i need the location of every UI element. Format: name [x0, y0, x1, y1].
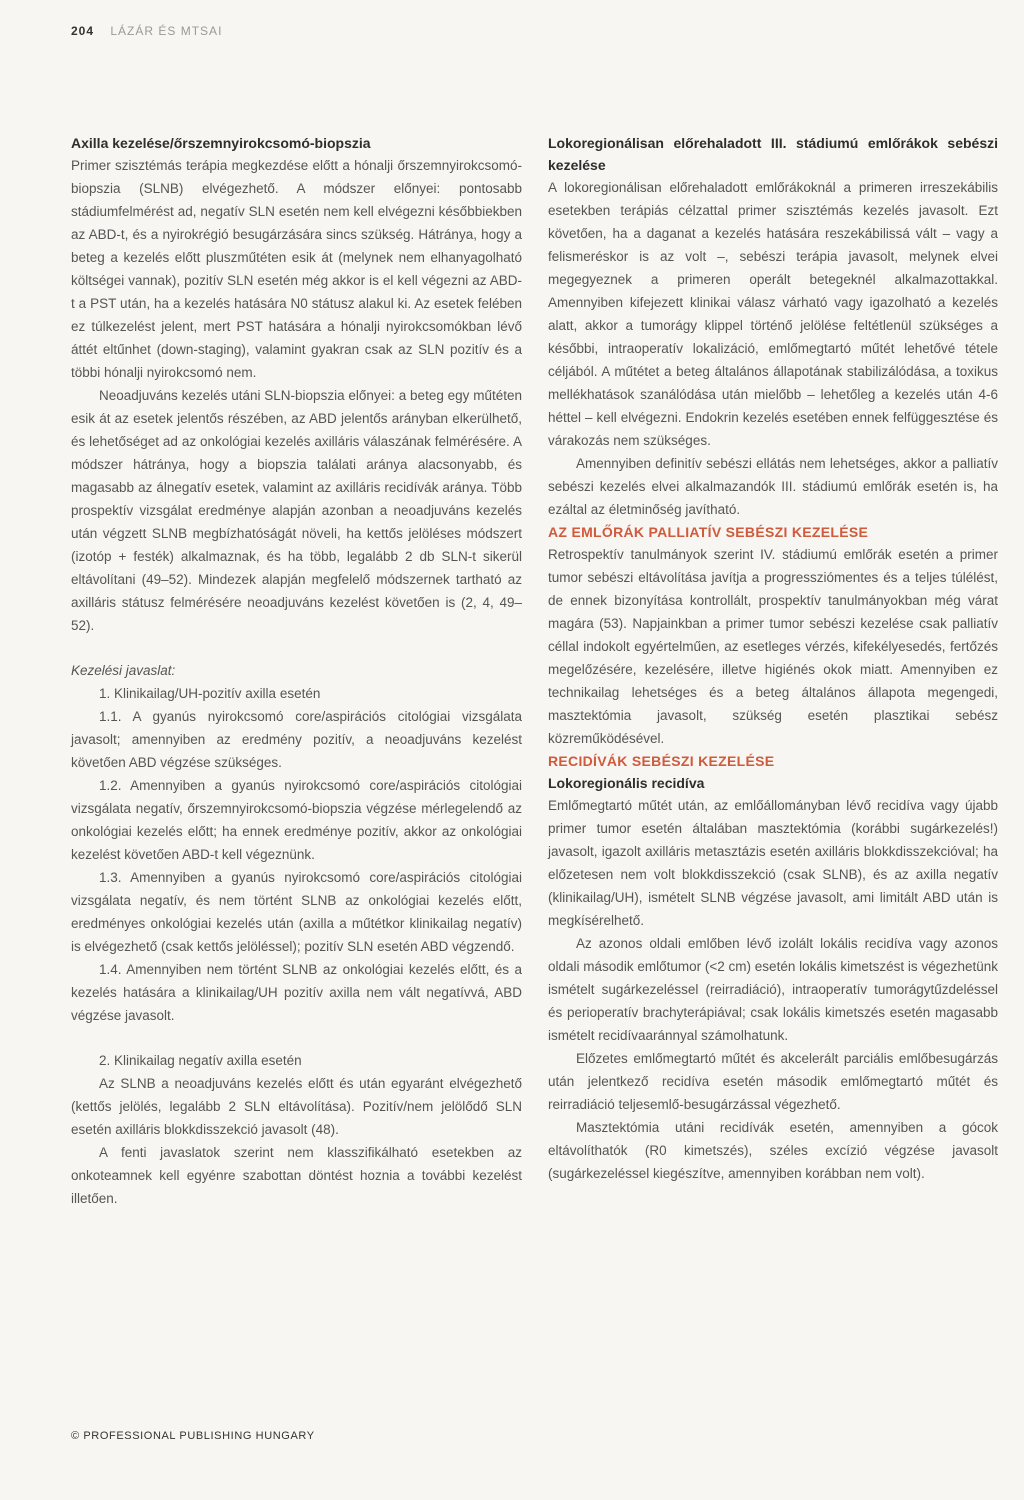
section-heading-recurrence: RECIDÍVÁK SEBÉSZI KEZELÉSE — [548, 753, 775, 769]
paragraph: Az SLNB a neoadjuváns kezelés előtt és után egyaránt elvégezhető (kettős jelölés, legalább 2 SLN eltávolítása). Pozitív/nem jelölődő SLN esetén axilláris blokkdisszekció javasolt (48). — [71, 1076, 522, 1137]
left-column — [71, 132, 522, 1210]
page-number: 204 — [71, 24, 95, 38]
section-title-advanced: Lokoregionálisan előrehaladott III. stádiumú emlőrákok sebészi kezelése — [548, 135, 998, 173]
footer-copyright: © PROFESSIONAL PUBLISHING HUNGARY — [71, 1430, 315, 1442]
running-head-authors: LÁZÁR ÉS MTSAI — [110, 24, 223, 38]
list-item: 1. Klinikailag/UH-pozitív axilla esetén — [99, 686, 321, 701]
paragraph: A fenti javaslatok szerint nem klasszifikálható esetekben az onkoteamnek kell egyénre szabottan döntést hoznia a további kezelést illetően. — [71, 1145, 522, 1206]
list-item: 1.1. A gyanús nyirokcsomó core/aspirációs citológiai vizsgálata javasolt; amennyiben az eredmény pozitív, a neoadjuváns kezelést követően ABD végzése szükséges. — [71, 709, 522, 770]
paragraph: Retrospektív tanulmányok szerint IV. stádiumú emlőrák esetén a primer tumor sebészi eltávolítása javítja a progressziómentes és a teljes túlélést, de ennek bizonyítása kontrollált, prospektív tanulmányokban még várat magára (53). Napjainkban a primer tumor sebészi kezelése csak palliatív céllal indokolt egyértelműen, az esetleges vérzés, kifekélyesedés, fertőzés megelőzésére, kezelésére, illetve higiénés okok miatt. Amennyiben ez technikailag lehetséges és a beteg általános állapota megengedi, masztektómia javasolt, szükség esetén plasztikai sebész közreműködésével. — [548, 547, 998, 746]
list-item: 1.3. Amennyiben a gyanús nyirokcsomó core/aspirációs citológiai vizsgálata negatív, és nem történt SLNB az onkológiai kezelés előtt, eredményes onkológiai kezelés után (axilla a műtétkor klinikailag negatív) is elvégezhető (csak kettős jelöléssel); pozitív SLN esetén ABD végzendő. — [71, 870, 522, 954]
page-header — [71, 24, 222, 38]
recommendation-label: Kezelési javaslat: — [71, 663, 176, 678]
paragraph: Neoadjuváns kezelés utáni SLN-biopszia előnyei: a beteg egy műtéten esik át az esetek jelentős részében, az ABD jelentős arányban elkerülhető, és lehetőséget ad az onkológiai kezelés axilláris válaszának felmérésére. A módszer hátránya, hogy a biopszia találati aránya alacsonyabb, és magasabb az álnegatív esetek, valamint az axilláris recidívák aránya. Több prospektív vizsgálat eredménye alapján azonban a neoadjuváns kezelés után végzett SLNB megbízhatóságát növeli, ha kettős jelöléses módszert (izotóp + festék) alkalmaznak, és ha több, legalább 2 db SLN-t sikerül eltávolítani (49–52). Mindezek alapján megfelelő módszernek tartható az axilláris státusz felmérésére neoadjuváns kezelést követően is (2, 4, 49–52). — [71, 388, 522, 633]
list-item: 1.2. Amennyiben a gyanús nyirokcsomó core/aspirációs citológiai vizsgálata negatív, őrszemnyirokcsomó-biopszia végzése mérlegelendő az onkológiai kezelés előtt; ha ennek eredménye pozitív, akkor az onkológiai kezelést követően ABD-t kell végeznünk. — [71, 778, 522, 862]
list-item: 2. Klinikailag negatív axilla esetén — [99, 1053, 302, 1068]
subsection-title-locoregional: Lokoregionális recidíva — [548, 775, 705, 791]
right-column — [548, 132, 998, 1185]
section-title-axilla: Axilla kezelése/őrszemnyirokcsomó-biopszia — [71, 135, 371, 151]
paragraph: Az azonos oldali emlőben lévő izolált lokális recidíva vagy azonos oldali második emlőtumor (<2 cm) esetén lokális kimetszést is végezhetünk ismételt sugárkezeléssel (reirradiáció), intraoperatív tumorágytűzdeléssel és perioperatív brachyterápiával; csak lokális kimetszés esetén magasabb ismételt recidívaaránnyal számolhatunk. — [548, 936, 998, 1043]
paragraph: Masztektómia utáni recidívák esetén, amennyiben a gócok eltávolíthatók (R0 kimetszés), széles excízió végzése javasolt (sugárkezeléssel kiegészítve, amennyiben korábban nem volt). — [548, 1120, 998, 1181]
paragraph: Emlőmegtartó műtét után, az emlőállományban lévő recidíva vagy újabb primer tumor esetén általában masztektómia (korábbi sugárkezelés!) javasolt, igazolt axilláris metasztázis esetén axilláris blokkdisszekcióval; ha előzetesen nem volt blokkdisszekció (csak SLNB), és az axilla negatív (klinikailag/UH), ismételt SLNB végzése javasolt, ami limitált ABD után is megkísérelhető. — [548, 798, 998, 928]
section-heading-palliative: AZ EMLŐRÁK PALLIATÍV SEBÉSZI KEZELÉSE — [548, 524, 869, 540]
paragraph: Amennyiben definitív sebészi ellátás nem lehetséges, akkor a palliatív sebészi kezelés elvei alkalmazandók III. stádiumú emlőrák esetén is, ha ezáltal az életminőség javítható. — [548, 456, 998, 517]
paragraph: Előzetes emlőmegtartó műtét és akcelerált parciális emlőbesugárzás után jelentkező recidíva esetén második emlőmegtartó műtét és reirradiáció teljesemlő-besugárzással végezhető. — [548, 1051, 998, 1112]
paragraph: Primer szisztémás terápia megkezdése előtt a hónalji őrszemnyirokcsomó-biopszia (SLNB) elvégezhető. A módszer előnyei: pontosabb stádiumfelmérést ad, negatív SLN esetén nem kell elvégezni későbbiekben az ABD-t, és a nyirokrégió besugárzására sincs szükség. Hátránya, hogy a beteg a kezelés előtt pluszműtéten esik át (melynek nem elhanyagolható költségei vannak), pozitív SLN esetén még akkor is el kell végezni az ABD-t a PST után, ha a kezelés hatására N0 státusz alakul ki. Az esetek felében ez túlkezelést jelent, mert PST hatására a hónalji nyirokcsomókban lévő áttét eltűnhet (down-staging), valamint gyakran csak az SLN pozitív és a többi hónalji nyirokcsomó nem. — [71, 158, 522, 380]
paragraph: A lokoregionálisan előrehaladott emlőrákoknál a primeren irreszekábilis esetekben terápiás célzattal primer szisztémás kezelés javasolt. Ezt követően, ha a daganat a kezelés hatására reszekábilissá vált – vagy a felismeréskor is az volt –, sebészi terápia javasolt, melynek elvei megegyeznek a primeren operált betegeknél alkalmazottakkal. Amennyiben kifejezett klinikai válasz várható vagy igazolható a kezelés alatt, akkor a tumorágy klippel történő jelölése feltétlenül szükséges a későbbi, intraoperatív lokalizáció, emlőmegtartó műtét lehetővé tétele céljából. A műtétet a beteg általános állapotának stabilizálódása, a toxikus mellékhatások szanálódása után mielőbb – lehetőleg a kezelés után 4-6 héttel – kell elvégezni. Endokrin kezelés esetében ennek felfüggesztése és várakozás nem szükséges. — [548, 180, 998, 448]
list-item: 1.4. Amennyiben nem történt SLNB az onkológiai kezelés előtt, és a kezelés hatására a klinikailag/UH pozitív axilla nem vált negatívvá, ABD végzése javasolt. — [71, 962, 522, 1023]
